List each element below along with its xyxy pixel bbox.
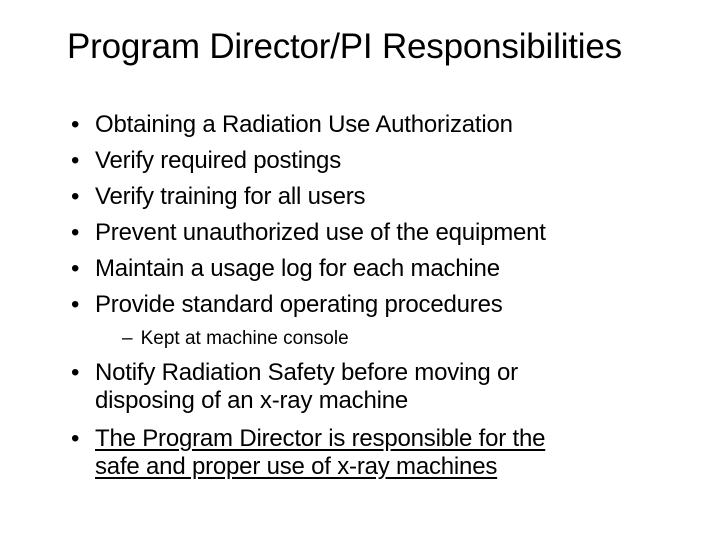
bullet-item: Verify required postings (95, 147, 342, 174)
bullet-item: Obtaining a Radiation Use Authorization (95, 111, 513, 138)
bullet-item: Prevent unauthorized use of the equipment (95, 219, 546, 246)
bullet-marker: • (71, 219, 80, 246)
bullet-item: Maintain a usage log for each machine (95, 255, 500, 282)
notify-line-2: disposing of an x-ray machine (95, 387, 409, 414)
notify-bullet-item (95, 359, 518, 415)
bullet-item: Provide standard operating procedures (95, 291, 503, 318)
notify-line-1: Notify Radiation Safety before moving or (95, 359, 518, 386)
bullet-marker: • (71, 183, 80, 210)
sub-bullet-text: Kept at machine console (140, 328, 349, 349)
bullet-marker: • (71, 359, 80, 386)
bullet-marker: • (71, 425, 80, 452)
sub-bullet-dash: – (122, 328, 133, 349)
director-line-1: The Program Director is responsible for the (95, 425, 546, 452)
sub-bullet-item (122, 327, 349, 351)
bullet-marker: • (71, 291, 80, 318)
bullet-marker: • (71, 147, 80, 174)
director-line-2: safe and proper use of x-ray machines (95, 453, 498, 480)
director-bullet-item (95, 425, 545, 481)
bullet-marker: • (71, 255, 80, 282)
bullet-item: Verify training for all users (95, 183, 366, 210)
bullet-marker: • (71, 111, 80, 138)
slide-title: Program Director/PI Responsibilities (67, 27, 622, 66)
